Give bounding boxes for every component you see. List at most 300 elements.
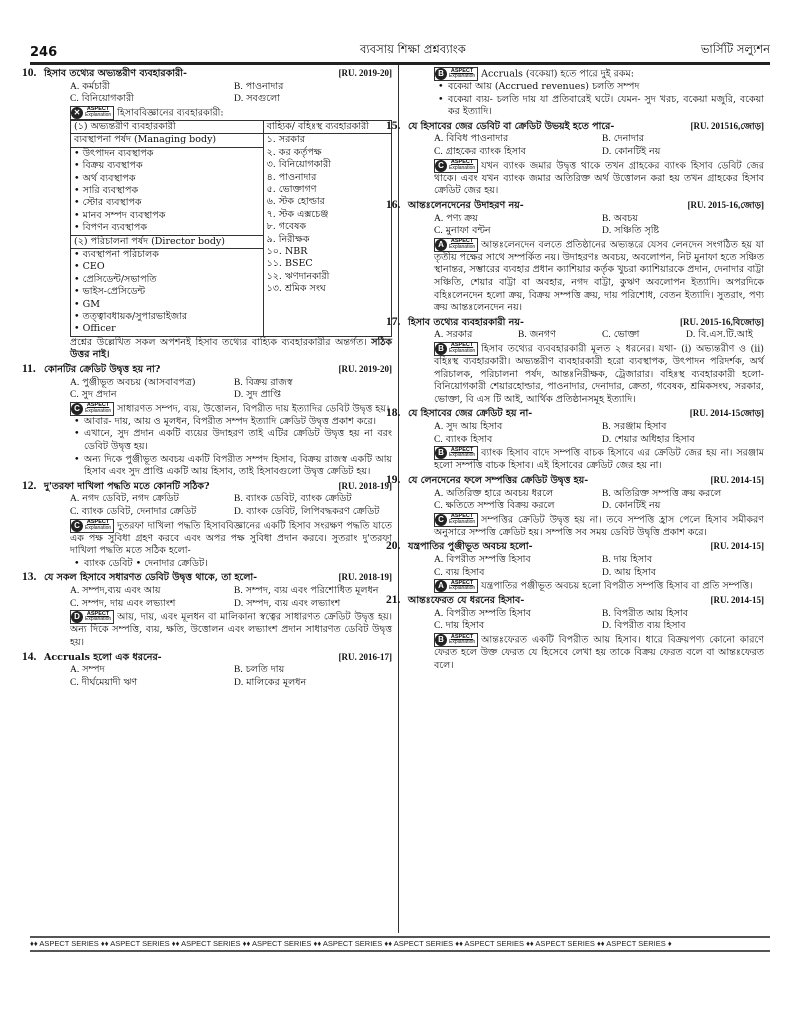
aspect-label-line2: Explanation (85, 524, 112, 531)
bullet-item: • অন্য দিকে পুঞ্জীভূত অবচয় একটি বিপরীত সম্পদ হিসাব, বিক্রয় রাজস্ব একটি আয় হিসাব এবং সুদ প্রাপ্তি একটি আয় হিসাব, তাই হিসাবগুলো উদ্বৃত্ত ক্রেডিট হয়। (84, 454, 392, 479)
option-a (70, 493, 228, 506)
question-header (386, 119, 764, 134)
option-text: সুদ প্রদান (81, 389, 117, 401)
option-key: A. (434, 488, 444, 499)
option-key: D. (602, 501, 612, 512)
explanation (408, 633, 764, 672)
options-grid (408, 213, 764, 238)
option-b (602, 554, 764, 567)
internal-users-cell (71, 134, 264, 337)
question (22, 650, 392, 690)
aspect-explanation-label (447, 160, 477, 171)
option-b (234, 81, 392, 94)
option-c (70, 93, 228, 106)
aspect-explanation-label (83, 520, 113, 531)
option-text: কোনটিই নয় (614, 500, 661, 512)
question (386, 198, 764, 315)
question-reference: [RU. 2014-15] (710, 595, 764, 606)
option-text: বিনিয়োগকারী (81, 93, 134, 105)
external-user-item: ৫. ভোক্তাগণ (266, 183, 317, 195)
option-a (434, 421, 596, 434)
option-c (434, 567, 596, 580)
options-grid (408, 421, 764, 446)
bullet-item: • ব্যাংক ডেবিট • দেনাদার ক্রেডিট। (84, 558, 392, 571)
option-key: A. (70, 665, 80, 676)
aspect-explanation-label (447, 581, 477, 592)
option-key: C. (70, 390, 79, 401)
aspect-label-line1: ASPECT (450, 633, 474, 640)
question-text: কোনটির ক্রেডিট উদ্বৃত্ত হয় না? (44, 363, 161, 375)
question-reference: [RU. 2016-17] (338, 651, 392, 662)
aspect-label-line1: ASPECT (86, 106, 110, 113)
managing-body-list (74, 148, 260, 235)
question-continuation (408, 67, 764, 119)
option-text: ব্যাংক ডেবিট, লিপিবদ্ধকরণ ক্রেডিট (246, 506, 380, 517)
question (386, 119, 764, 198)
question-number: 11. (22, 362, 36, 375)
option-text: সরঞ্জাম হিসাব (613, 421, 667, 433)
option-text: বিপরীত ব্যয় হিসাব (614, 620, 686, 632)
question-header (386, 540, 764, 554)
aspect-explanation-label (83, 612, 113, 623)
option-text: নগদ ডেবিট, নগদ ক্রেডিট (82, 493, 179, 505)
question-text: দু'তরফা দাখিলা পদ্ধতি মতে কোনটি সঠিক? (44, 480, 210, 492)
options-grid (44, 493, 392, 518)
aspect-explanation-label (447, 514, 477, 525)
option-key: D. (602, 226, 612, 237)
question-text: যে সকল হিসাবে সধারণত ডেবিট উদ্বৃত্ত থাকে, তা হলো- (44, 572, 258, 584)
option-text: দীর্ঘমেয়াদী ঋণ (81, 676, 138, 688)
option-text: ব্যাংক ডেবিট, দেনাদার ক্রেডিট (81, 506, 197, 517)
director-item: • তত্ত্বাবধায়ক/সুপারভাইজার (74, 311, 260, 323)
explanation-badge (434, 633, 478, 647)
option-a (70, 81, 228, 94)
question-reference: [RU. 2018-19] (338, 572, 392, 583)
option-key: B. (602, 554, 611, 565)
question-text: যে লেনদেনের ফলে সম্পত্তির ক্রেডিট উদ্বৃত্ত হয়- (408, 474, 589, 486)
question-header (386, 407, 764, 421)
director-body-title: (২) পরিচালনা পর্ষদ (Director body) (71, 235, 263, 249)
option-key: B. (602, 488, 611, 499)
aspect-label-line1: ASPECT (450, 513, 474, 520)
option-d (602, 146, 764, 159)
aspect-label-line2: Explanation (449, 518, 476, 525)
explanation-badge (434, 238, 478, 252)
external-user-item: ১. সরকার (266, 134, 305, 146)
aspect-label-line2: Explanation (85, 407, 112, 414)
explanation-badge (434, 159, 478, 173)
option-text: আয় হিসাব (614, 566, 657, 578)
answer-icon: C (71, 403, 83, 415)
question-text: যে হিসাবের জের ক্রেডিট হয় না- (408, 408, 533, 420)
option-key: B. (234, 586, 243, 597)
option-a (70, 585, 228, 598)
question-text: হিসাব তথ্যের ব্যবহারকারী নয়- (408, 316, 524, 328)
aspect-label-line2: Explanation (449, 452, 476, 459)
question-text: যে হিসাবের জের ডেবিট বা ক্রেডিট উভয়ই হতে পারে- (408, 120, 615, 132)
option-b (602, 213, 764, 226)
aspect-label-line2: Explanation (449, 639, 476, 646)
option-text: সম্পদ (82, 664, 105, 676)
question-text: Accruals হলো এক ধরনের- (44, 651, 162, 663)
external-user-item: ৪. পাওনাদার (266, 171, 317, 183)
question-text: আন্তঃলেনদেনের উদাহরণ নয়- (408, 199, 524, 211)
options-grid (44, 377, 392, 402)
external-user-item: ৭. স্টক এক্সচেঞ্জ (266, 208, 329, 220)
options-grid (408, 554, 764, 579)
answer-icon: B (435, 68, 447, 80)
option-b (234, 664, 392, 677)
explanation (408, 446, 764, 473)
aspect-label-line1: ASPECT (450, 342, 474, 349)
explanation (408, 238, 764, 315)
option-text: অতিরিক্ত হারে অবচয় ধরলে (446, 487, 554, 499)
aspect-label-line1: ASPECT (86, 519, 110, 526)
option-key: C. (70, 677, 79, 688)
director-item: • CEO (74, 261, 260, 273)
option-key: D. (234, 94, 244, 105)
option-key: C. (434, 226, 443, 237)
question (22, 571, 392, 649)
managing-item: • উৎপাদন ব্যবস্থাপক (74, 148, 260, 160)
option-c (434, 434, 596, 447)
external-users-cell (263, 134, 391, 337)
aspect-label-line1: ASPECT (450, 159, 474, 166)
option-a (434, 488, 596, 501)
option-key: C. (434, 567, 443, 578)
question-reference: [RU. 2014-15জোড়] (689, 408, 764, 419)
aspect-label-line1: ASPECT (450, 238, 474, 245)
director-item: • GM (74, 299, 260, 311)
explanation-badge (434, 513, 478, 527)
aspect-label-line2: Explanation (449, 585, 476, 592)
explanation-badge (434, 342, 478, 356)
option-text: পুঞ্জীভূত অবচয় (আসবাবপত্র) (82, 376, 196, 388)
question (386, 540, 764, 593)
explanation-badge (70, 519, 114, 533)
option-text: ব্যাংক হিসাব (445, 433, 493, 445)
table-header-external: বাহ্যিক/ বহিঃস্থ ব্যবহারকারী (263, 120, 391, 133)
question (22, 362, 392, 479)
options-grid (408, 133, 764, 158)
option-c (70, 389, 228, 402)
question-reference: [RU. 2015-16,জোড়] (687, 199, 764, 210)
right-column (386, 66, 764, 932)
option-text: বিপরীত সম্পত্তি হিসাব (446, 553, 531, 565)
question-number: 17. (386, 315, 401, 328)
option-a (70, 377, 228, 390)
option-c (70, 598, 228, 611)
answer-icon: ✕ (71, 107, 83, 119)
option-key: D. (602, 147, 612, 158)
option-key: D. (234, 507, 244, 517)
page-header (30, 40, 770, 62)
option-key: C. (434, 621, 443, 632)
page-number: 246 (30, 45, 58, 60)
question (386, 594, 764, 672)
inline-bullets (44, 558, 392, 571)
question-reference: [RU. 2018-19] (338, 480, 392, 491)
option-key: C. (70, 598, 79, 609)
option-b (518, 329, 596, 342)
question-number: 18. (386, 407, 401, 420)
managing-item: • মানব সম্পদ ব্যবস্থাপক (74, 210, 260, 222)
question-header (386, 315, 764, 330)
users-table (70, 120, 392, 337)
question (22, 479, 392, 571)
question-header (386, 198, 764, 213)
option-a (434, 213, 596, 226)
answer-icon: C (71, 520, 83, 532)
explanation-text: যখন ব্যাংক জমার উদ্বৃত্ত থাকে তখন গ্রাহকের ব্যাংক হিসাব ডেবিট জের থাকে। এবং যখন ব্যাংক জমার অতিরিক্ত অর্থ উত্তোলন করা হয় তখন গ্রাহকের হিসাব ক্রেডিট জের হয়। (434, 160, 764, 197)
aspect-label-line2: Explanation (449, 243, 476, 250)
external-user-item: ১১. BSEC (266, 258, 313, 270)
option-key: C. (602, 330, 611, 341)
option-key: B. (234, 377, 243, 388)
answer-icon: D (71, 611, 83, 623)
option-text: সবগুলো (246, 93, 280, 105)
option-text: ব্যাংক ডেবিট, ব্যাংক ক্রেডিট (245, 493, 352, 505)
question (22, 67, 392, 362)
conclusion (44, 337, 392, 362)
managing-item: • স্টোর ব্যবস্থাপক (74, 197, 260, 209)
option-key: D. (686, 330, 696, 341)
series-title: ভার্সিটি সল্যুশন (700, 42, 770, 56)
option-text: সুদ প্রাপ্তি (246, 389, 281, 401)
external-user-item: ১০. NBR (266, 245, 308, 257)
correct-answer-note: সঠিক উত্তর নাই। (70, 336, 392, 361)
option-key: C. (70, 507, 79, 517)
explanation-text: Accruals (বকেয়া) হতে পারে দুই রকম: (481, 68, 634, 80)
answer-icon: C (435, 514, 447, 526)
option-text: বি.এস.টি.আই (698, 329, 753, 341)
aspect-label-line1: ASPECT (450, 67, 474, 74)
aspect-label-line2: Explanation (85, 111, 112, 118)
option-text: চলতি দায় (245, 664, 285, 676)
option-key: D. (602, 567, 612, 578)
explanation-text: আয়, দায়, এবং মূলধন বা মালিকানা স্বত্বের সাধারণত ক্রেডিট উদ্বৃত্ত হয়। অন্য দিকে সম্পত্তি, ব্যয়, ক্ষতি, উত্তোলন এবং লভ্যাংশ প্রদান সাধারণত ডেবিট উদ্বৃত্ত হয়। (70, 611, 392, 648)
option-b (234, 377, 392, 390)
option-c (434, 620, 596, 633)
option-key: A. (70, 377, 80, 388)
option-a (434, 608, 596, 621)
option-text: সম্পদ, ব্যয় এবং পরিশোধিত মূলধন (245, 585, 379, 597)
header-rule (30, 62, 770, 65)
option-text: কোনটিই নয় (614, 146, 661, 158)
external-user-item: ২. কর কর্তৃপক্ষ (266, 146, 322, 158)
option-key: C. (434, 434, 443, 445)
explanation-text: হিসাববিজ্ঞানের ব্যবহারকারী: (117, 107, 224, 119)
options-grid (44, 81, 392, 106)
options-grid (408, 488, 764, 513)
explanation (408, 342, 764, 406)
options-grid (44, 664, 392, 689)
explanation-bullets (44, 416, 392, 479)
option-key: B. (602, 608, 611, 619)
options-grid (44, 585, 392, 610)
explanation-text: আন্তঃলেনদেন বলতে প্রতিষ্ঠানের অভ্যন্তরে যেসব লেনদেন সংগঠিত হয় যা তৃতীয় পক্ষের সাথে সম্পর্কিত নয়। উদাহরণঃ অবচয়, অবলোপন, নিট মুনাফা হতে সঞ্চিত স্থানান্তর, সম্ভারের ব্যবহার প্রধান ক্যাশিয়ার কর্তৃক খুচরা ক্যাশিয়ারকে প্রদান, দেনাদার বাট্টা সঞ্চিতি, শেয়ার বাট্টা বা অবহার, নগদ বাট্টা, কুঋণ অবলোপন ইত্যাদি। অপরদিকে বহিঃলেনদেন হলো ক্রয়, বিক্রয় সম্পত্তি ক্রয়, দায় পরিশোধ, বেতন ইত্যাদি। সুতরাং, পণ্য ক্রয় আন্তঃলেনদেন নয়। (434, 239, 764, 314)
option-key: D. (234, 390, 244, 401)
option-key: A. (434, 422, 444, 433)
table-header-internal: (১) অভ্যন্তরীণ ব্যবহারকারী (71, 120, 264, 133)
option-c (434, 146, 596, 159)
external-user-item: ৬. স্টক হোল্ডার (266, 196, 325, 208)
answer-icon: A (435, 239, 447, 251)
option-a (434, 329, 512, 342)
option-key: D. (234, 677, 244, 688)
aspect-label-line2: Explanation (449, 347, 476, 354)
option-text: দায় হিসাব (445, 620, 485, 632)
explanation (44, 402, 392, 416)
explanation-text: সাধারণত সম্পদ, ব্যয়, উত্তোলন, বিপরীত দায় ইত্যাদির ডেবিট উদ্বৃত্ত হয়। (117, 403, 390, 415)
aspect-label-line2: Explanation (85, 616, 112, 623)
question-header (386, 473, 764, 488)
aspect-label-line2: Explanation (449, 164, 476, 171)
explanation-text: দুতরফা দাখিলা পদ্ধতি হিসাববিজ্ঞানের একটি হিসাব সংরক্ষণ পদ্ধতি যাতে এক পক্ষ সুবিধা গ্রহণ করবে এবং অপর পক্ষ সুবিধা প্রদান করবে। সুতরাং দু'তরফা দাখিলা পদ্ধতি মতে সঠিক হলো- (70, 520, 392, 557)
option-key: A. (434, 213, 444, 224)
managing-item: • সারি ব্যবস্থাপক (74, 185, 260, 197)
explanation-badge (70, 106, 114, 120)
options-grid (408, 329, 764, 342)
option-text: সরকার (446, 329, 473, 341)
options-grid (408, 608, 764, 633)
managing-item: • বিক্রয় ব্যবস্থাপক (74, 160, 260, 172)
option-text: ক্ষতিতে সম্পত্তি বিক্রয় করলে (445, 500, 555, 512)
question-number: 19. (386, 473, 401, 486)
option-key: D. (602, 434, 612, 445)
managing-item: • অর্থ ব্যবস্থাপক (74, 173, 260, 185)
option-c (602, 329, 680, 342)
column-divider (398, 65, 399, 933)
option-a (70, 664, 228, 677)
aspect-explanation-label (447, 635, 477, 646)
question-number: 14. (22, 650, 37, 663)
option-text: সুদ আয় হিসাব (446, 421, 503, 433)
option-c (70, 506, 228, 519)
option-key: A. (70, 81, 80, 92)
option-key: C. (70, 94, 79, 105)
option-text: দায় হিসাব (613, 553, 653, 565)
option-text: গ্রাহকের ব্যাংক হিসাব (445, 146, 526, 158)
external-user-item: ১৩. শ্রমিক সংঘ (266, 283, 326, 295)
option-key: B. (234, 494, 243, 505)
option-b (234, 493, 392, 506)
answer-icon: C (435, 160, 447, 172)
option-text: বিপরীত আয় হিসাব (613, 607, 689, 619)
explanation-text: সম্পত্তির ক্রেডিট উদ্বৃত্ত হয় না। তবে সম্পত্তি হ্রাস পেলে হিসাব সমীকরণ অনুসারে সম্পত্তি ক্রেডিট হয়। সম্পত্তি সব সময় ডেবিট উদ্বৃত্তি প্রকাশ করে। (434, 514, 764, 538)
book-title: ব্যবসায় শিক্ষা প্রশ্নব্যাংক (360, 42, 466, 56)
inline-bullet: ব্যাংক ডেবিট (84, 557, 133, 569)
option-text: অবচয় (613, 212, 638, 224)
option-key: A. (434, 330, 444, 341)
question-number: 16. (386, 198, 401, 211)
director-item: • ভাইস-প্রেসিডেন্ট (74, 286, 260, 298)
option-key: A. (434, 554, 444, 565)
option-d (234, 677, 392, 690)
aspect-explanation-label (83, 107, 113, 118)
question-reference: [RU. 2015-16,বিজোড়] (679, 316, 764, 327)
explanation-text: যন্ত্রপাতির পঞ্জীভূত অবচয় হলো বিপরীত সম্পত্তি হিসাব বা প্রতি সম্পত্তি। (481, 580, 753, 592)
explanation-badge (70, 610, 114, 624)
question-text: আন্তঃফেরত যে ধরনের হিসাব- (408, 595, 525, 607)
question-number: 15. (386, 119, 401, 132)
director-body-list (74, 249, 260, 336)
option-c (70, 677, 228, 690)
explanation (408, 579, 764, 593)
option-key: C. (434, 501, 443, 512)
option-d (234, 506, 392, 519)
aspect-explanation-label (447, 69, 477, 80)
option-key: B. (602, 422, 611, 433)
option-c (434, 500, 596, 513)
option-d (602, 620, 764, 633)
option-d (234, 598, 392, 611)
option-b (602, 133, 764, 146)
external-user-item: ১২. ঋণদানকারী (266, 270, 330, 282)
explanation-text: হিসাব তথ্যের ব্যববহারকারী মূলত ২ ধরনের। যথা- (i) অভ্যন্তরীণ ও (ii) বহিঃস্থ ব্যবহারকারী। অভ্যন্তরীণ ব্যবহারকারী হরো ব্যবস্থাপক, উৎপাদন পরিদর্শক, অর্থ পরিচালক, পরিচালনা পর্ষদ, আন্তঃনিরীক্ষক, ট্রেজারার। বহিঃস্থ ব্যবহারকারী হলো- বিনিয়োগকারী শেয়ারহোল্ডার, পাওনাদার, দেনাদার, ক্রেতা, গবেষক, শ্রমিকসংঘ, সরকার, ভোক্তা, বি এস টি আই, আর্থিক প্রতিষ্ঠানসমূহ ইত্যাদি। (434, 343, 764, 405)
director-item: • প্রেসিডেন্ট/সভাপতি (74, 274, 260, 286)
question-reference: [RU. 2019-20] (338, 68, 392, 78)
external-user-item: ৮. গবেষক (266, 221, 307, 233)
explanation-badge (434, 67, 478, 81)
option-d (602, 500, 764, 513)
option-key: D. (234, 598, 244, 609)
option-text: সম্পদ, ব্যয় এবং লভ্যাংশ (246, 597, 341, 609)
option-key: B. (234, 665, 243, 676)
director-item: • ব্যবস্থাপনা পরিচালক (74, 249, 260, 261)
question-text: যন্ত্রপাতির পুঞ্জীভূত অবচয় হলো- (408, 541, 533, 553)
question-number: 12. (22, 479, 37, 492)
question-reference: [RU. 2014-15] (710, 474, 764, 485)
option-key: A. (70, 494, 80, 505)
option-key: B. (602, 213, 611, 224)
question-header (22, 479, 392, 494)
option-key: B. (602, 134, 611, 145)
explanation (408, 513, 764, 540)
option-text: বিক্রয় রাজস্ব (245, 376, 293, 388)
aspect-label-line1: ASPECT (86, 402, 110, 409)
question-reference: [RU. 201516,জোড়] (690, 120, 764, 131)
question-header (22, 571, 392, 585)
option-b (602, 488, 764, 501)
explanation (44, 519, 392, 558)
option-text: কর্মচারী (82, 80, 111, 92)
option-b (602, 421, 764, 434)
option-b (234, 585, 392, 598)
aspect-label-line2: Explanation (449, 73, 476, 79)
explanation-badge (434, 579, 478, 593)
answer-icon: B (435, 343, 447, 355)
bullet-item: • এখানে, সুদ প্রদান একটি ব্যয়ের উদাহরণ তাই এটির ক্রেডিট উদ্বৃত্ত হয় না বরং ডেবিট উদ্বৃত্ত হয়। (84, 428, 392, 453)
option-key: B. (234, 81, 243, 92)
option-text: মুনাফা বন্টন (445, 225, 491, 237)
inline-bullet: দেনাদার ক্রেডিট। (144, 557, 208, 569)
option-key: A. (434, 608, 444, 619)
option-text: অতিরিক্ত সম্পত্তি ক্রয় করলে (613, 487, 722, 499)
question-header (22, 650, 392, 665)
option-text: শেয়ার অধিহার হিসাব (614, 433, 695, 445)
option-text: ব্যয় হিসাব (445, 566, 485, 578)
option-key: C. (434, 147, 443, 158)
explanation (44, 610, 392, 649)
question-number: 10. (22, 67, 37, 79)
director-item: • Officer (74, 323, 260, 335)
aspect-explanation-label (447, 448, 477, 459)
footer-series-banner: ♦♦ ASPECT SERIES ♦♦ ASPECT SERIES ♦♦ ASPECT SERIES ♦♦ ASPECT SERIES ♦♦ ASPECT SERIES ♦♦ ASPECT SERIES ♦♦ ASPECT SERIES ♦♦ ASPECT SERIES ♦♦ ASPECT SERIES ♦ (30, 936, 770, 952)
option-text: পণ্য ক্রয় (446, 212, 478, 224)
question-header (22, 362, 392, 377)
option-key: D. (602, 621, 612, 632)
